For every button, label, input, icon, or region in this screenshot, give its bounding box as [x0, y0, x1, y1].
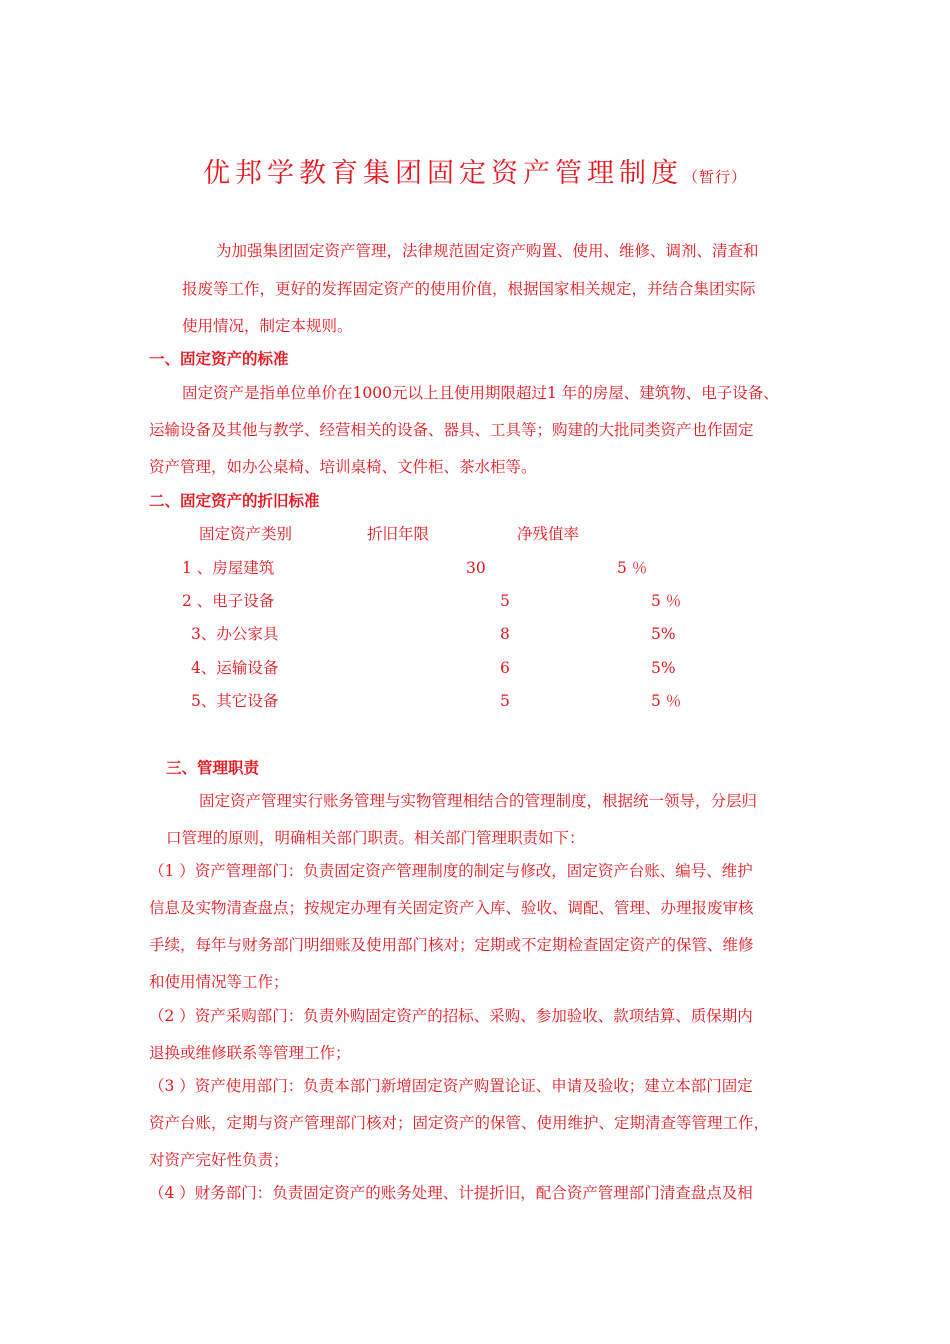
title-main: 优邦学教育集团固定资产管理制度: [202, 158, 683, 189]
duty-line: （1 ）资产管理部门：负责固定资产管理制度的制定与修改，固定资产台账、编号、维护: [149, 862, 753, 880]
table-cell-rate: 5 ％: [651, 692, 682, 710]
paragraph-line: 固定资产是指单位单价在1000元以上且使用期限超过1 年的房屋、建筑物、电子设备、: [182, 384, 779, 402]
duty-line: 和使用情况等工作；: [149, 973, 289, 991]
section-heading: 二、固定资产的折旧标准: [149, 492, 320, 510]
paragraph-line: 固定资产管理实行账务管理与实物管理相结合的管理制度，根据统一领导，分层归: [199, 792, 758, 810]
table-header: 固定资产类别: [199, 525, 293, 543]
duty-line: 手续，每年与财务部门明细账及使用部门核对；定期或不定期检查固定资产的保管、维修: [149, 936, 754, 954]
table-cell-years: 5: [500, 692, 510, 710]
duty-line: （2 ）资产采购部门：负责外购固定资产的招标、采购、参加验收、款项结算、质保期内: [149, 1007, 753, 1025]
table-cell-rate: 5 ％: [617, 559, 648, 577]
intro-line: 报废等工作，更好的发挥固定资产的使用价值，根据国家相关规定，并结合集团实际: [182, 280, 756, 298]
section-heading: 三、管理职责: [166, 759, 260, 777]
table-cell-rate: 5 ％: [651, 592, 682, 610]
duty-line: （4 ）财务部门：负责固定资产的账务处理、计提折旧，配合资产管理部门清查盘点及相: [149, 1184, 753, 1202]
duty-line: 信息及实物清查盘点；按规定办理有关固定资产入库、验收、调配、管理、办理报废审核: [149, 899, 754, 917]
section-heading: 一、固定资产的标准: [149, 350, 289, 368]
table-header: 净残值率: [517, 525, 580, 543]
table-cell-years: 30: [466, 559, 486, 577]
intro-line: 为加强集团固定资产管理，法律规范固定资产购置、使用、维修、调剂、清查和: [216, 242, 759, 260]
title-suffix: （暂行）: [682, 168, 747, 186]
table-cell-years: 5: [500, 592, 510, 610]
table-cell-category: 4、运输设备: [191, 659, 279, 677]
table-cell-category: 3、办公家具: [191, 625, 279, 643]
table-cell-category: 2 、电子设备: [182, 592, 275, 610]
table-cell-years: 8: [500, 625, 510, 643]
table-cell-years: 6: [500, 659, 510, 677]
duty-line: 退换或维修联系等管理工作；: [149, 1044, 351, 1062]
paragraph-line: 运输设备及其他与教学、经营相关的设备、器具、工具等；购建的大批同类资产也作固定: [149, 421, 754, 439]
duty-line: 资产台账，定期与资产管理部门核对；固定资产的保管、使用维护、定期清查等管理工作，: [149, 1114, 770, 1132]
table-header: 折旧年限: [367, 525, 430, 543]
table-cell-category: 5、其它设备: [191, 692, 279, 710]
duty-line: 对资产完好性负责；: [149, 1151, 289, 1169]
table-cell-rate: 5%: [651, 659, 676, 677]
paragraph-line: 口管理的原则，明确相关部门职责。相关部门管理职责如下：: [166, 829, 585, 847]
intro-line: 使用情况，制定本规则。: [182, 317, 353, 335]
table-cell-category: 1 、房屋建筑: [182, 559, 275, 577]
table-cell-rate: 5%: [651, 625, 676, 643]
duty-line: （3 ）资产使用部门：负责本部门新增固定资产购置论证、申请及验收；建立本部门固定: [149, 1077, 753, 1095]
document-title: [0, 156, 950, 195]
paragraph-line: 资产管理，如办公桌椅、培训桌椅、文件柜、茶水柜等。: [149, 458, 537, 476]
